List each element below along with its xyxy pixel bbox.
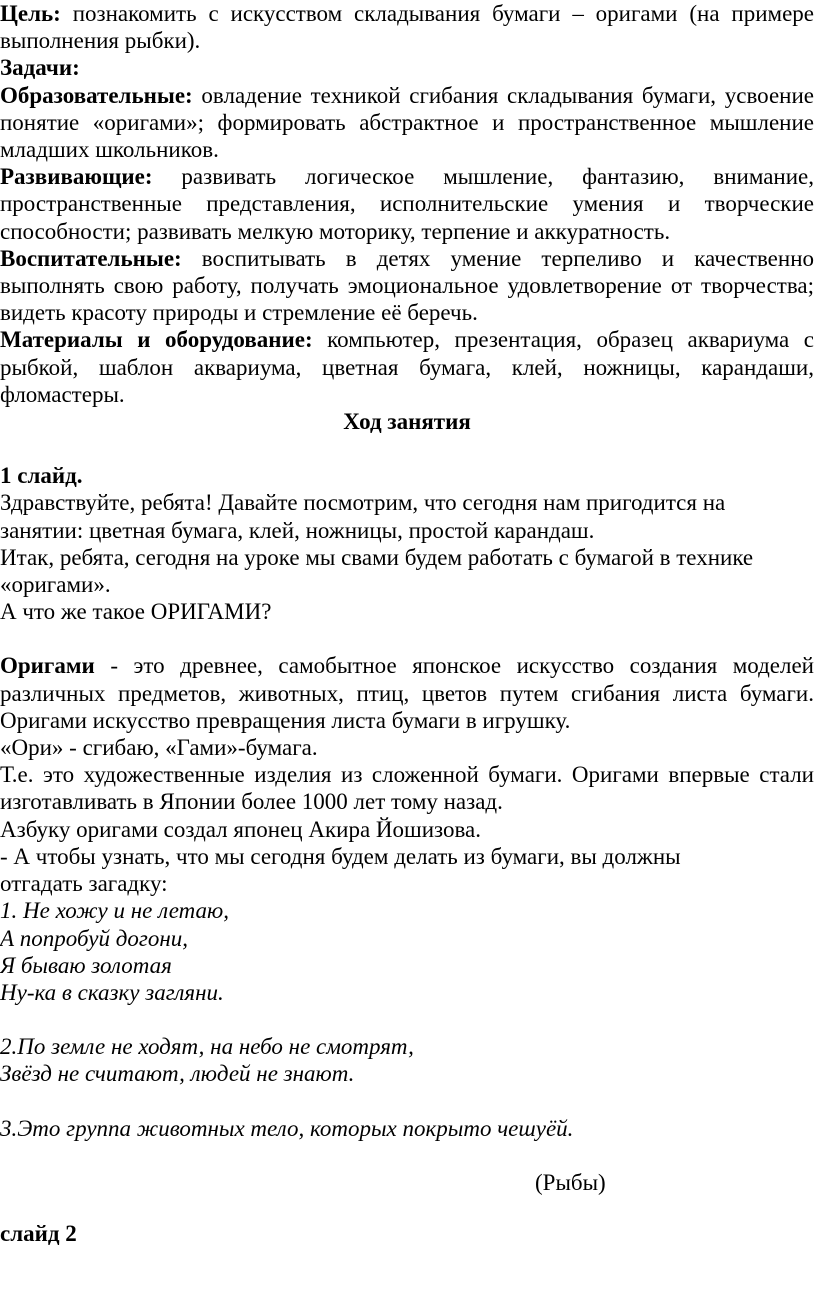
task-developing	[0, 163, 814, 245]
goal-paragraph	[0, 0, 814, 54]
materials-label: Материалы и оборудование:	[0, 327, 313, 353]
slide1-line: А что же такое ОРИГАМИ?	[0, 599, 272, 625]
riddle1-line: Я бываю золотая	[0, 952, 172, 978]
body-line: Азбуку оригами создал японец Акира Йошизова.	[0, 816, 482, 842]
task-upbringing-text: воспитывать в детях умение терпеливо и качественно выполнять свою работу, получать эмоциональное удовлетворение от творчества; видеть красоту природы и стремление её беречь.	[0, 245, 814, 326]
goal-label: Цель:	[0, 1, 61, 26]
slide1-line: Итак, ребята, сегодня на уроке мы свами будем работать с бумагой в технике	[0, 544, 754, 570]
spacer	[0, 1006, 814, 1033]
body-line: - А чтобы узнать, что мы сегодня будем делать из бумаги, вы должны	[0, 843, 681, 869]
slide1-line: Здравствуйте, ребята! Давайте посмотрим, что сегодня нам пригодится на	[0, 490, 726, 516]
riddle1-line: А попробуй догони,	[0, 925, 188, 951]
materials-paragraph	[0, 326, 814, 408]
slide2-title: слайд 2	[0, 1220, 77, 1246]
task-educational-text: овладение техникой сгибания складывания бумаги, усвоение понятие «оригами»; формировать абстрактное и пространственное мышление младших школьников.	[0, 82, 814, 163]
body-line: «Ори» - сгибаю, «Гами»-бумага.	[0, 735, 318, 761]
riddle1-line: 1. Не хожу и не летаю,	[0, 898, 229, 924]
task-educational	[0, 82, 814, 164]
spacer	[0, 1088, 814, 1115]
task-developing-label: Развивающие:	[0, 164, 153, 190]
spacer	[0, 435, 814, 462]
goal-text: познакомить с искусством складывания бумаги – оригами (на примере выполнения рыбки).	[0, 1, 814, 54]
riddle1-line: Ну-ка в сказку загляни.	[0, 979, 224, 1005]
riddle2-line: Звёзд не считают, людей не знают.	[0, 1061, 355, 1087]
riddle-answer: (Рыбы)	[535, 1169, 606, 1195]
task-educational-label: Образовательные:	[0, 82, 193, 108]
riddle2-line: 2.По земле не ходят, на небо не смотрят,	[0, 1034, 414, 1060]
spacer	[0, 1196, 814, 1220]
lesson-heading: Ход занятия	[343, 409, 471, 435]
materials-text: компьютер, презентация, образец аквариума с рыбкой, шаблон аквариума, цветная бумага, клей, ножницы, карандаши, фломастеры.	[0, 327, 814, 407]
task-upbringing-label: Воспитательные:	[0, 245, 182, 271]
body-line: отгадать загадку:	[0, 871, 168, 897]
origami-term: Оригами	[0, 653, 95, 679]
slide1-title: 1 слайд.	[0, 463, 83, 489]
riddle3-line: 3.Это группа животных тело, которых покрыто чешуёй.	[0, 1115, 574, 1141]
origami-definition	[0, 652, 814, 734]
spacer	[0, 625, 814, 652]
slide1-line: «оригами».	[0, 572, 111, 598]
task-upbringing	[0, 245, 814, 327]
body-line: Т.е. это художественные изделия из сложенной бумаги. Оригами впервые стали изготавливать в Японии более 1000 лет тому назад.	[0, 762, 814, 815]
slide1-line: занятии: цветная бумага, клей, ножницы, простой карандаш.	[0, 517, 595, 543]
tasks-heading: Задачи:	[0, 55, 80, 81]
spacer	[0, 1142, 814, 1169]
task-developing-text: развивать логическое мышление, фантазию, внимание, пространственные представления, исполнительские умения и творческие способности; развивать мелкую моторику, терпение и аккуратность.	[0, 164, 814, 244]
origami-text: - это древнее, самобытное японское искусство создания моделей различных предметов, животных, птиц, цветов путем сгибания листа бумаги. Оригами искусство превращения листа бумаги в игрушку.	[0, 653, 814, 733]
